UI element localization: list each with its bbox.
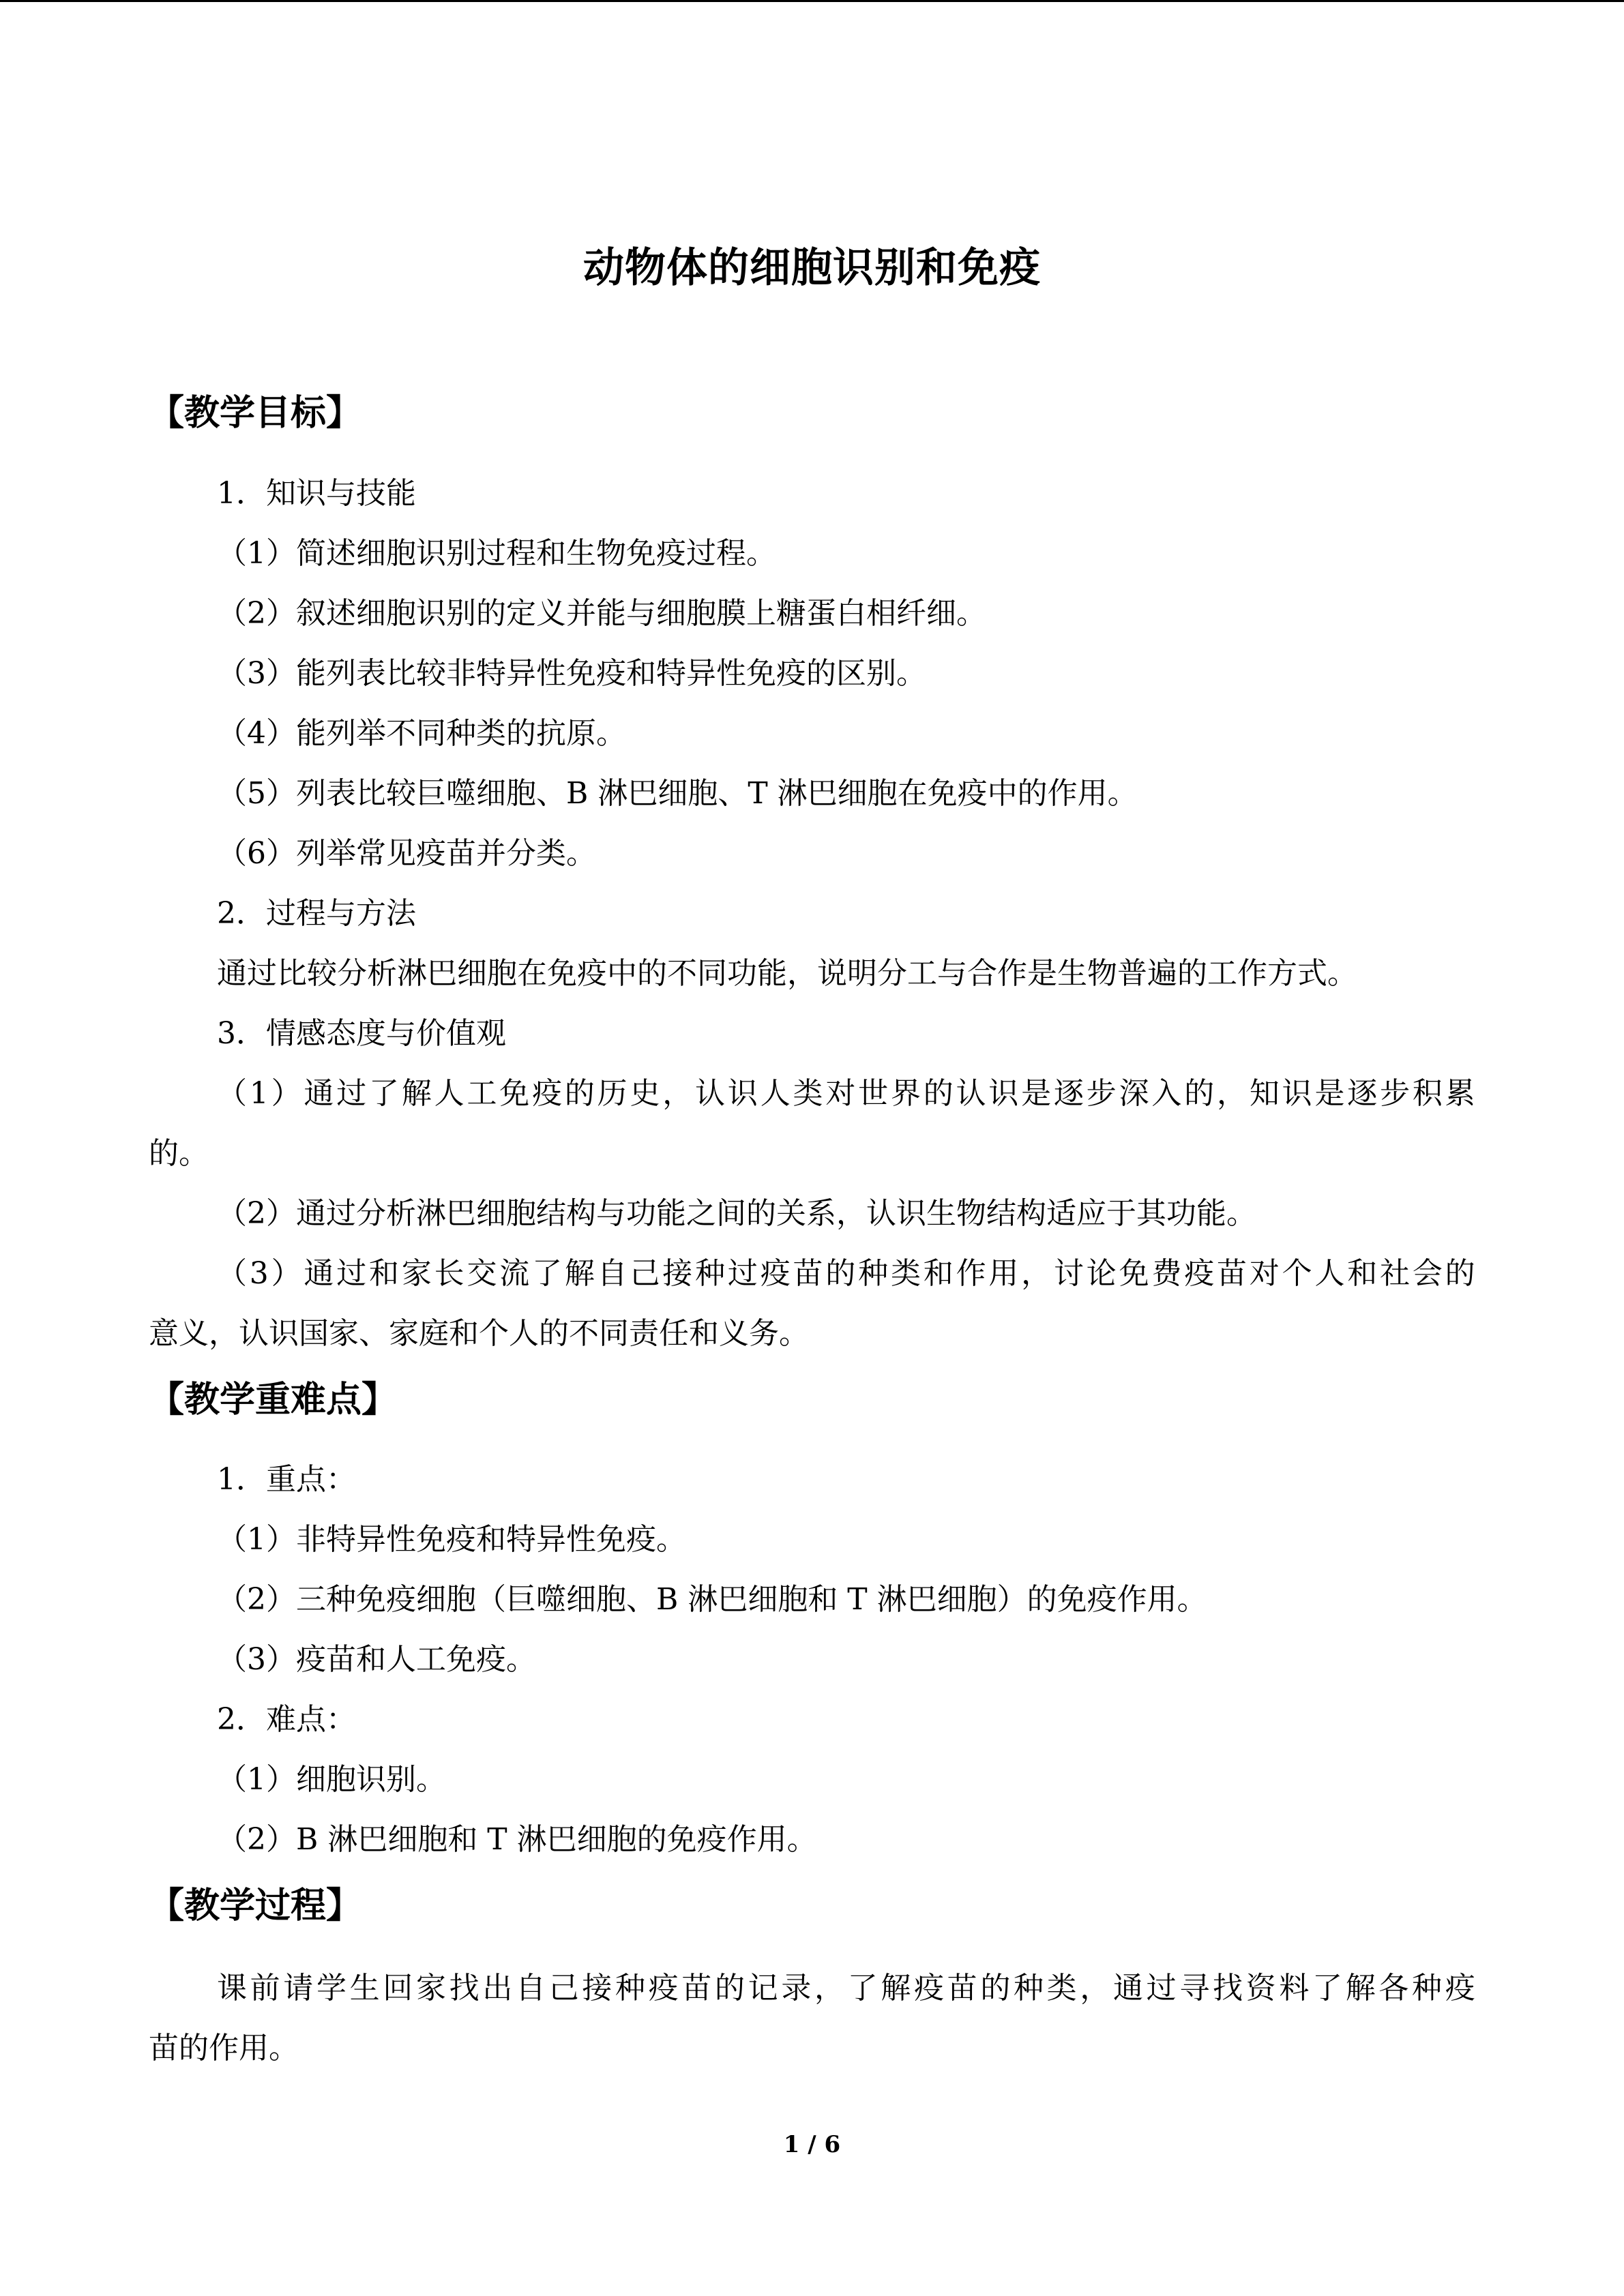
- paragraph-attitude-item-1-line-1: （1）通过了解人工免疫的历史，认识人类对世界的认识是逐步深入的，知识是逐步积累: [217, 1076, 1475, 1111]
- subheading-difficult-points: 2．难点：: [217, 1702, 356, 1737]
- subheading-key-points: 1．重点：: [217, 1462, 356, 1497]
- list-item: （4）能列举不同种类的抗原。: [217, 716, 626, 751]
- list-item: （1）细胞识别。: [217, 1762, 446, 1797]
- paragraph-attitude-item-3-line-1: （3）通过和家长交流了解自己接种过疫苗的种类和作用，讨论免费疫苗对个人和社会的: [217, 1256, 1475, 1291]
- paragraph-process-methods: 通过比较分析淋巴细胞在免疫中的不同功能，说明分工与合作是生物普遍的工作方式。: [217, 956, 1357, 991]
- list-item: （2）B 淋巴细胞和 T 淋巴细胞的免疫作用。: [217, 1822, 817, 1857]
- list-item: （3）能列表比较非特异性免疫和特异性免疫的区别。: [217, 656, 926, 691]
- paragraph-attitude-item-3-line-2: 意义，认识国家、家庭和个人的不同责任和义务。: [149, 1316, 809, 1351]
- document-title: 动物体的细胞识别和免疫: [583, 244, 1041, 293]
- list-item: （6）列举常见疫苗并分类。: [217, 836, 596, 871]
- paragraph-attitude-item-1-line-2: 的。: [149, 1136, 209, 1171]
- subheading-process-methods: 2．过程与方法: [217, 896, 416, 931]
- page-number: 1 / 6: [783, 2131, 841, 2158]
- section-heading-process: 【教学过程】: [149, 1885, 362, 1926]
- list-item: （1）简述细胞识别过程和生物免疫过程。: [217, 536, 776, 571]
- paragraph-process-line-2: 苗的作用。: [149, 2031, 299, 2066]
- list-item: （2）三种免疫细胞（巨噬细胞、B 淋巴细胞和 T 淋巴细胞）的免疫作用。: [217, 1582, 1207, 1617]
- paragraph-process-line-1: 课前请学生回家找出自己接种疫苗的记录，了解疫苗的种类，通过寻找资料了解各种疫: [217, 1971, 1475, 2006]
- list-item: （1）非特异性免疫和特异性免疫。: [217, 1522, 686, 1557]
- section-heading-key-points: 【教学重难点】: [149, 1379, 398, 1420]
- paragraph-attitude-item-2: （2）通过分析淋巴细胞结构与功能之间的关系，认识生物结构适应于其功能。: [217, 1196, 1256, 1231]
- list-item: （2）叙述细胞识别的定义并能与细胞膜上糖蛋白相纤细。: [217, 596, 986, 631]
- subheading-knowledge-skills: 1．知识与技能: [217, 476, 416, 511]
- section-heading-objectives: 【教学目标】: [149, 392, 362, 434]
- list-item: （5）列表比较巨噬细胞、B 淋巴细胞、T 淋巴细胞在免疫中的作用。: [217, 776, 1138, 811]
- subheading-attitude-values: 3．情感态度与价值观: [217, 1016, 506, 1051]
- top-border-rule: [0, 0, 1624, 2]
- list-item: （3）疫苗和人工免疫。: [217, 1642, 536, 1677]
